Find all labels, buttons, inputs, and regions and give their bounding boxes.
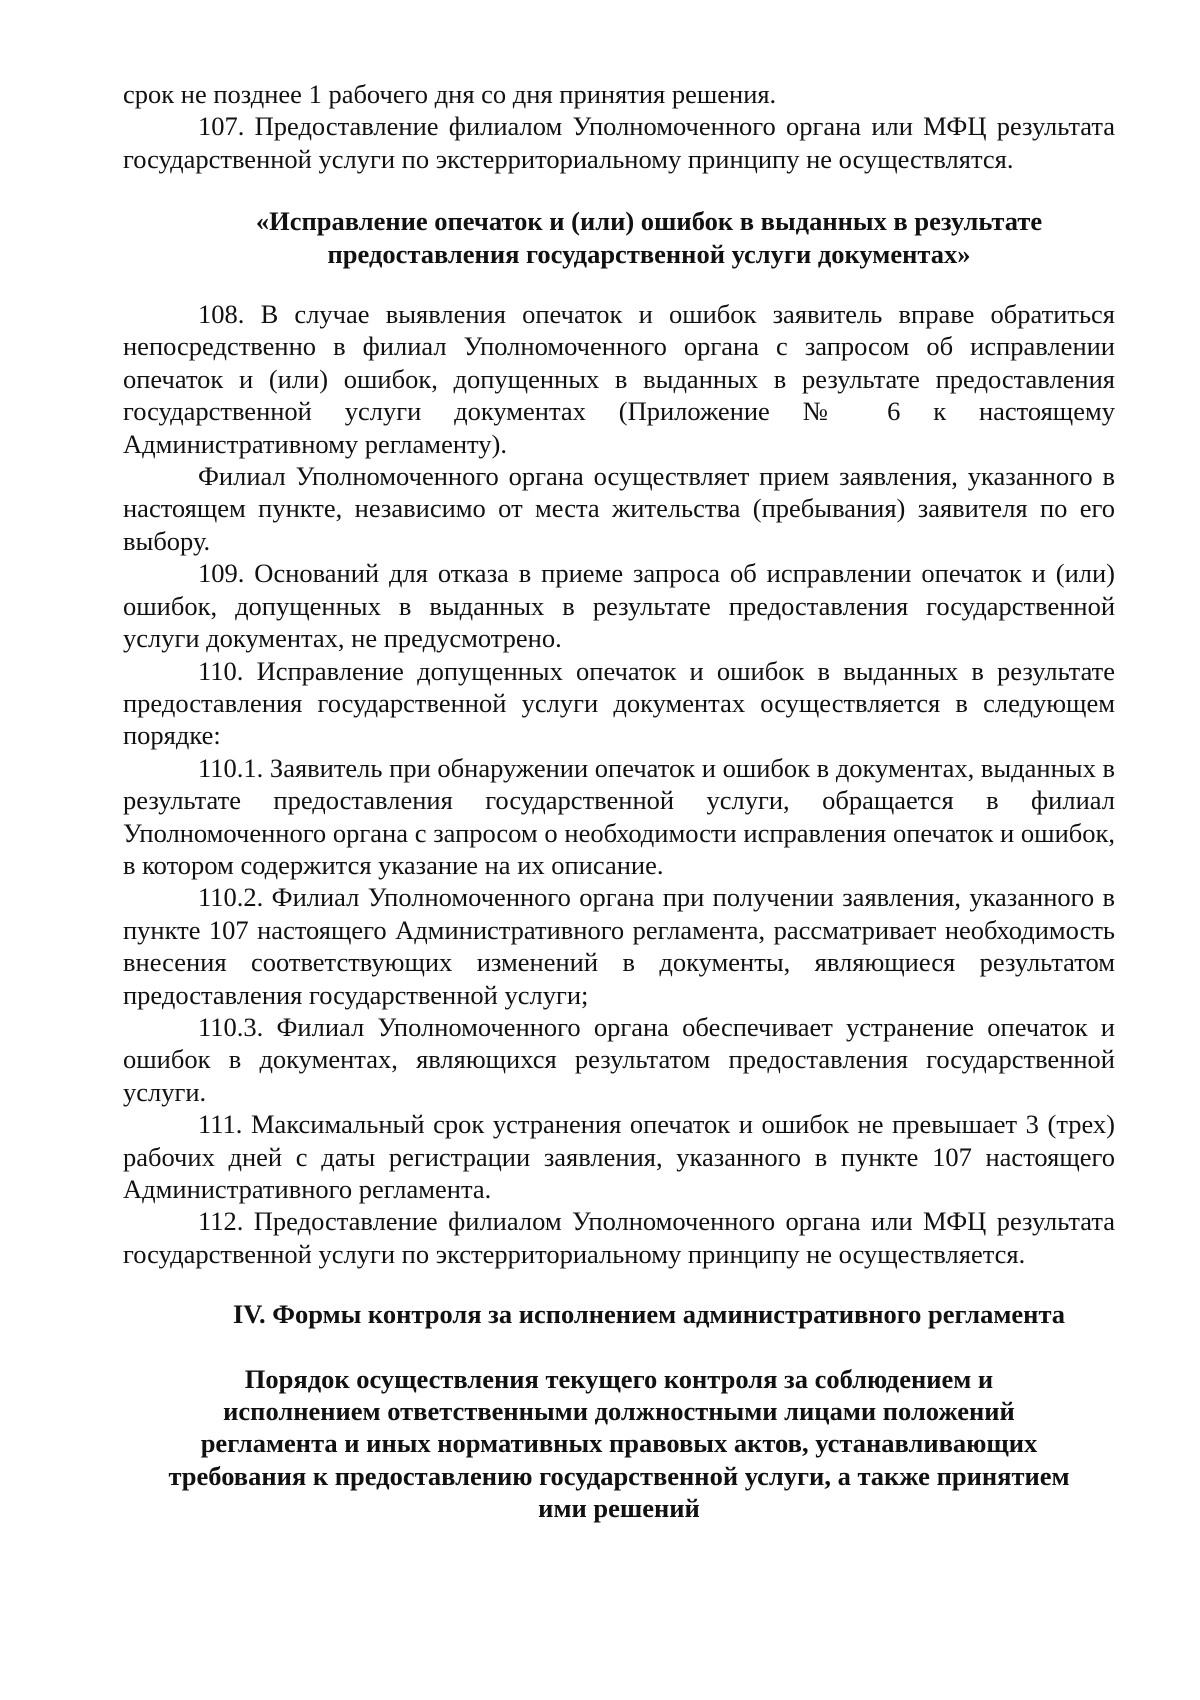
paragraph-110-3: 110.3. Филиал Уполномоченного органа обеспечивает устранение опечаток и ошибок в документах, являющихся результатом предоставления государственной услуги. (123, 1011, 1115, 1107)
paragraph-110: 110. Исправление допущенных опечаток и ошибок в выданных в результате предоставления государственной услуги документах осуществляется в следующем порядке: (123, 655, 1115, 751)
paragraph-112: 112. Предоставление филиалом Уполномоченного органа или МФЦ результата государственной услуги по экстерриториальному принципу не осуществляется. (123, 1206, 1115, 1269)
heading-line: регламента и иных нормативных правовых актов, устанавливающих (200, 1428, 1038, 1459)
paragraph-107: 107. Предоставление филиалом Уполномоченного органа или МФЦ результата государственной услуги по экстерриториальному принципу не осуществлятся. (123, 111, 1115, 174)
paragraph-continuation: срок не позднее 1 рабочего дня со дня принятия решения. (123, 79, 777, 109)
paragraph-110-1: 110.1. Заявитель при обнаружении опечаток и ошибок в документах, выданных в результате предоставления государственной услуги, обращается в филиал Уполномоченного органа с запросом о необходимости исправления опечаток и ошибок, в котором содержится указание на их описание. (123, 752, 1115, 880)
paragraph-111: 111. Максимальный срок устранения опечаток и ошибок не превышает 3 (трех) рабочих дней с даты регистрации заявления, указанного в пункте 107 настоящего Административного регламента. (123, 1109, 1115, 1204)
heading-line: Порядок осуществления текущего контроля за соблюдением и (244, 1363, 994, 1394)
paragraph-109: 109. Оснований для отказа в приеме запроса об исправлении опечаток и (или) ошибок, допущенных в выданных в результате предоставления государственной услуги документах, не предусмотрено. (123, 558, 1115, 654)
paragraph-110-2: 110.2. Филиал Уполномоченного органа при получении заявления, указанного в пункте 107 настоящего Административного регламента, рассматривает необходимость внесения соответствующих изменений в документы, являющиеся результатом предоставления государственной услуги; (123, 882, 1115, 1010)
section-heading-corrections: «Исправление опечаток и (или) ошибок в выданных в результате предоставления государственной услуги документах» (255, 206, 1043, 269)
subsection-heading-control (123, 1363, 1115, 1525)
heading-line: исполнением ответственными должностными лицами положений (223, 1396, 1015, 1427)
chapter-heading-iv: IV. Формы контроля за исполнением административного регламента (232, 1299, 1066, 1330)
paragraph-108-branch: Филиал Уполномоченного органа осуществляет прием заявления, указанного в настоящем пункте, независимо от места жительства (пребывания) заявителя по его выбору. (123, 461, 1115, 556)
heading-line: требования к предоставлению государственной услуги, а также принятием (168, 1460, 1070, 1491)
paragraph-108: 108. В случае выявления опечаток и ошибок заявитель вправе обратиться непосредственно в филиал Уполномоченного органа с запросом об исправлении опечаток и (или) ошибок, допущенных в выданных в результате предоставления государственной услуги документах (Приложение № 6 к настоящему Административному регламенту). (123, 299, 1115, 459)
document-page (123, 78, 1115, 1525)
heading-line: ими решений (538, 1493, 700, 1524)
